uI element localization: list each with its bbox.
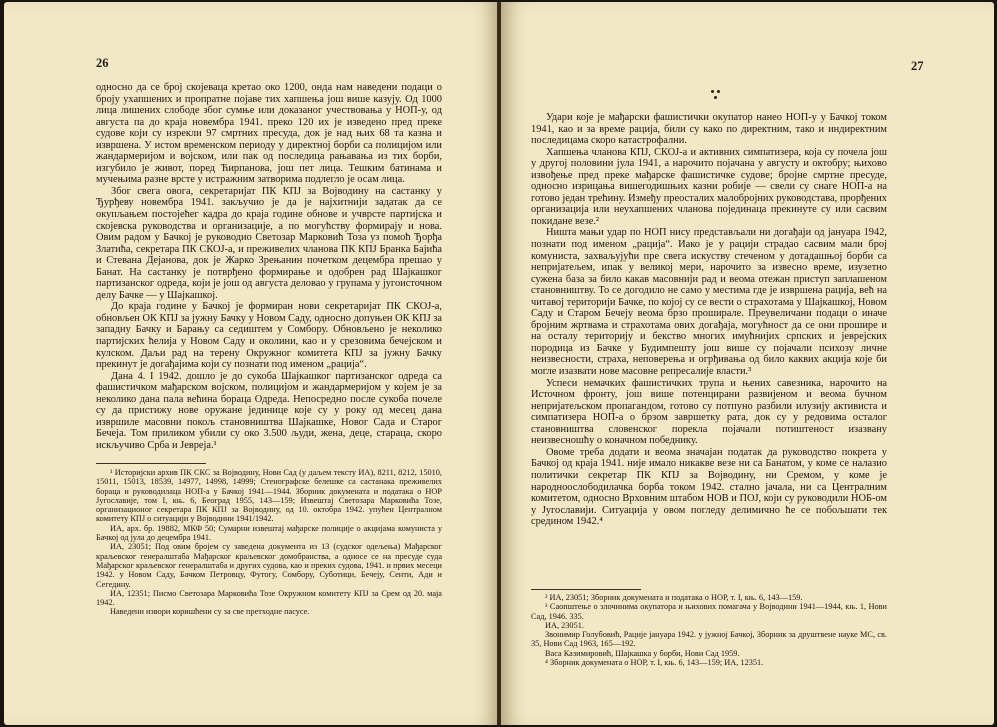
footnote: Звонимир Голубовић, Рације јануара 1942. у јужној Бачкој, Зборник за друштвене науке МС, св. 35, Нови Сад 1963, 165—192. [531, 630, 887, 649]
footnote-divider [531, 589, 641, 590]
footnote: ² ИА, 23051; Зборник докумената и података о НОР, т. I, књ. 6, 143—159. [545, 593, 803, 602]
paragraph: Удари које је мађарски фашистички окупатор нанео НОП-у у Бачкој током 1941, као и за време рација, били су како по директним, тако и индиректним последицама скоро катастрофални. [531, 112, 887, 147]
footnote: ⁴ Зборник докумената о НОР, т. I, књ. 6, 143—159; ИА, 12351. [545, 658, 764, 668]
paragraph: односно да се број скојеваца кретао око 1200, онда нам наведени подаци о броју ухапшених и пропратне појаве тих хапшења још више казују. Од 1000 лица лишених слободе због сумње или доказаног учествовања у НОП-у, од августа па до краја новембра 1941. преко 120 их је изведено пред преке судове који су изрекли 97 смртних пресуда, док је над њих 68 та казна и извршена. У истом временском периоду у директној борби са полицијом или жандармеријом и војском, или пак од последица рањавања из тих борби, изгубило је живот, поред Ћирпанова, још пет лица. Тешким батинама и мучењима разне врсте у истражним затворима подлегло је осам лица. [96, 82, 442, 186]
paragraph: Успеси немачких фашистичких трупа и њених савезника, нарочито на Источном фронту, још више потенцирани развијеном и веома бучном непријатељском пропагандом, готово су потпуно разбили илузију активиста и симпатизера НОП-а о брзом завршетку рата, док су у редовима осталог становништва словенског порекла појачали потиштеност изазвану неизвесношћу о коначном победнику. [531, 377, 887, 447]
book-spread [4, 2, 994, 725]
footnote: ¹ Историјски архив ПК СКС за Војводину, Нови Сад (у даљем тексту ИА), 8211, 8212, 15010, 15011, 15013, 18539, 14977, 14998, 14999; Стенографске белешке са састанака преживелих бораца и руководилаца НОП-а у Бачкој 1941—1944. Зборник докумената и података о НОР Југославије, том I, књ. 6, Београд 1955, 143—159; Извештај Светозара Марковића Тозе, организационог секретара ПК КПЈ за Војводину, од 10. октобра 1942. упућен Централном комитету КПЈ о ситуацији у Војводини 1941/1942. [96, 468, 442, 524]
right-page [501, 2, 994, 725]
left-page [4, 2, 499, 725]
footnote: ИА, 23051; Под овим бројем су заведена документа из 13 (судског одељења) Мађарског краљевског генералштаба Мађарског краљевског домобранства, а односе се на пресуде суда Мађарског краљевског генералштаба и других судова, као и преких судова, 1941. и првих месеци 1942. у Новом Саду, Бачком Петровцу, Футогу, Сомбору, Суботици, Бечеју, Сенти, Ади и Сегедину. [96, 542, 442, 589]
paragraph: Хапшења чланова КПЈ, СКОЈ-а и активних симпатизера, која су почела још у другој половини јула 1941, а нарочито појачана у августу и октобру; њихово извођење пред преке мађарске фашистичке судове; бројне смртне пресуде, односно изрицања вишегодишњих казни робије — свели су снаге НОП-а на готово један трећину. Између преосталих малобројних руководстава, прорђених организација или неухапшених чланова појединаца прекинуте су или сасвим покидане везе.² [531, 146, 887, 227]
footnote: ИА, арх. бр. 19882, МКФ 50; Сумарни извештај мађарске полиције о акцијама комуниста у Бачкој од јула до децембра 1941. [96, 523, 442, 543]
footnote: ³ Саопштење о злочинима окупатора и њихових помагача у Војводини 1941—1944, књ. 1, Нови Сад, 1946. 335. [531, 602, 887, 621]
right-footnotes [531, 593, 887, 667]
page-number-right: 27 [911, 59, 924, 73]
footnote: ИА, 23051. [545, 620, 584, 630]
paragraph: До краја године у Бачкој је формиран нови секретаријат ПК СКОЈ-а, обновљен ОК КПЈ за јужну Бачку у Новом Саду, односно допуњен ОК КПЈ за западну Бачку и Барању са седиштем у Сомбору. Обновљено је неколико партијских ћелија у Новом Саду и околини, као и у срезовима бечејском и кулском. Даљи рад на терену Окружног комитета КПЈ за јужну Бачку прекинут је догађајима који су познати под именом „рација“. [96, 301, 442, 371]
footnote: Наведени извори коришћени су за све претходне пасусе. [110, 607, 310, 617]
paragraph: Ништа мањи удар по НОП нису представљали ни догађаји од јануара 1942, познати под именом „рација“. Иако је у рацији страдао сасвим мали број комуниста, захваљујући пре свега искуству стеченом у дотадашњој борби са непријатељем, ипак у великој мери, нарочито за извесно време, изузетно сужена база за било какав масовнији рад и веома отежан приступ заплашеном становништву. То се догодило не само у местима где је извршена рација, већ на читавој територији Бачке, по којој су се вести о страхотама у Шајкашкој, Новом Саду и Старом Бечеју веома брзо проширале. Преувеличани подаци о иначе бројним жртвама и страхотама ових догађаја, могућност да се они прошире и на осталу територију и бекство многих имућнијих српских и јеврејских породица из Бачке у Будимпешту још више су појачали психозу личне неизвесности, страха, неповерења и огрђивања од било каквих акција које би могле изазвати нове масовне репресалије власти.³ [531, 227, 887, 378]
left-body-text [96, 82, 442, 452]
paragraph: Овоме треба додати и веома значајан податак да руководство покрета у Бачкој од краја 1941. није имало никакве везе ни са Банатом, у коме се налазио политички секретар ПК КПЈ за Војводину, ни Сремом, у коме је народноослободилачка борба током 1942. стално јачала, ни са Централним комитетом, односно Врховним штабом НОВ и ПОЈ, који су руководили НОБ-ом у Југославији. Ситуација у овом погледу делимично ће се побољшати тек средином 1942.⁴ [531, 446, 887, 528]
left-footnotes [96, 468, 442, 617]
paragraph: Дана 4. I 1942. дошло је до сукоба Шајкашког партизанског одреда са фашистичком мађарском војском, полицијом и жандармеријом у којем је за неколико дана пала већина бораца Одреда. Непосредно после сукоба почеле су да пристижу нове оружане јединице које су у року од месец дана извршиле масовни покољ становништва Шајкашке, Новог Сада и Старог Бечеја. Том приликом убили су око 3.500 људи, жена, деце, стараца, скоро искључиво Срба и Јевреја.¹ [96, 370, 442, 451]
footnote-divider [96, 463, 206, 464]
footnote: ИА, 12351; Писмо Светозара Марковића Тозе Окружном комитету КПЈ за Срем од 20. маја 1942. [96, 588, 442, 608]
section-break-asterism [703, 90, 733, 104]
paragraph: Због свега овога, секретаријат ПК КПЈ за Војводину на састанку у Ђурђеву новембра 1941. закључио је да је најхитнији задатак да се окупљањем постојећег кадра до краја године обнове и учврсте партијска и скојевска руководства и организације, а по могућству формирају и нова. Овим радом у Бачкој је руководио Светозар Марковић Тоза уз помоћ Ђорђа Златића, секретара ПК СКОЈ-а, и преживелих чланова ПК КПЈ Бранка Бајића и Стевана Дејанова, док је Жарко Зрењанин почетком децембра прешао у Банат. На састанку је потврђено формирање и одобрен рад Шајкашког партизанског одреда, који је још од августа деловао у групама у југоисточном делу Бачке — у Шајкашкој. [96, 185, 442, 301]
right-body-text [531, 112, 887, 528]
page-number-left: 26 [96, 56, 109, 70]
footnote: Васа Казимировић, Шајкашка у борби, Нови Сад 1959. [545, 648, 740, 658]
